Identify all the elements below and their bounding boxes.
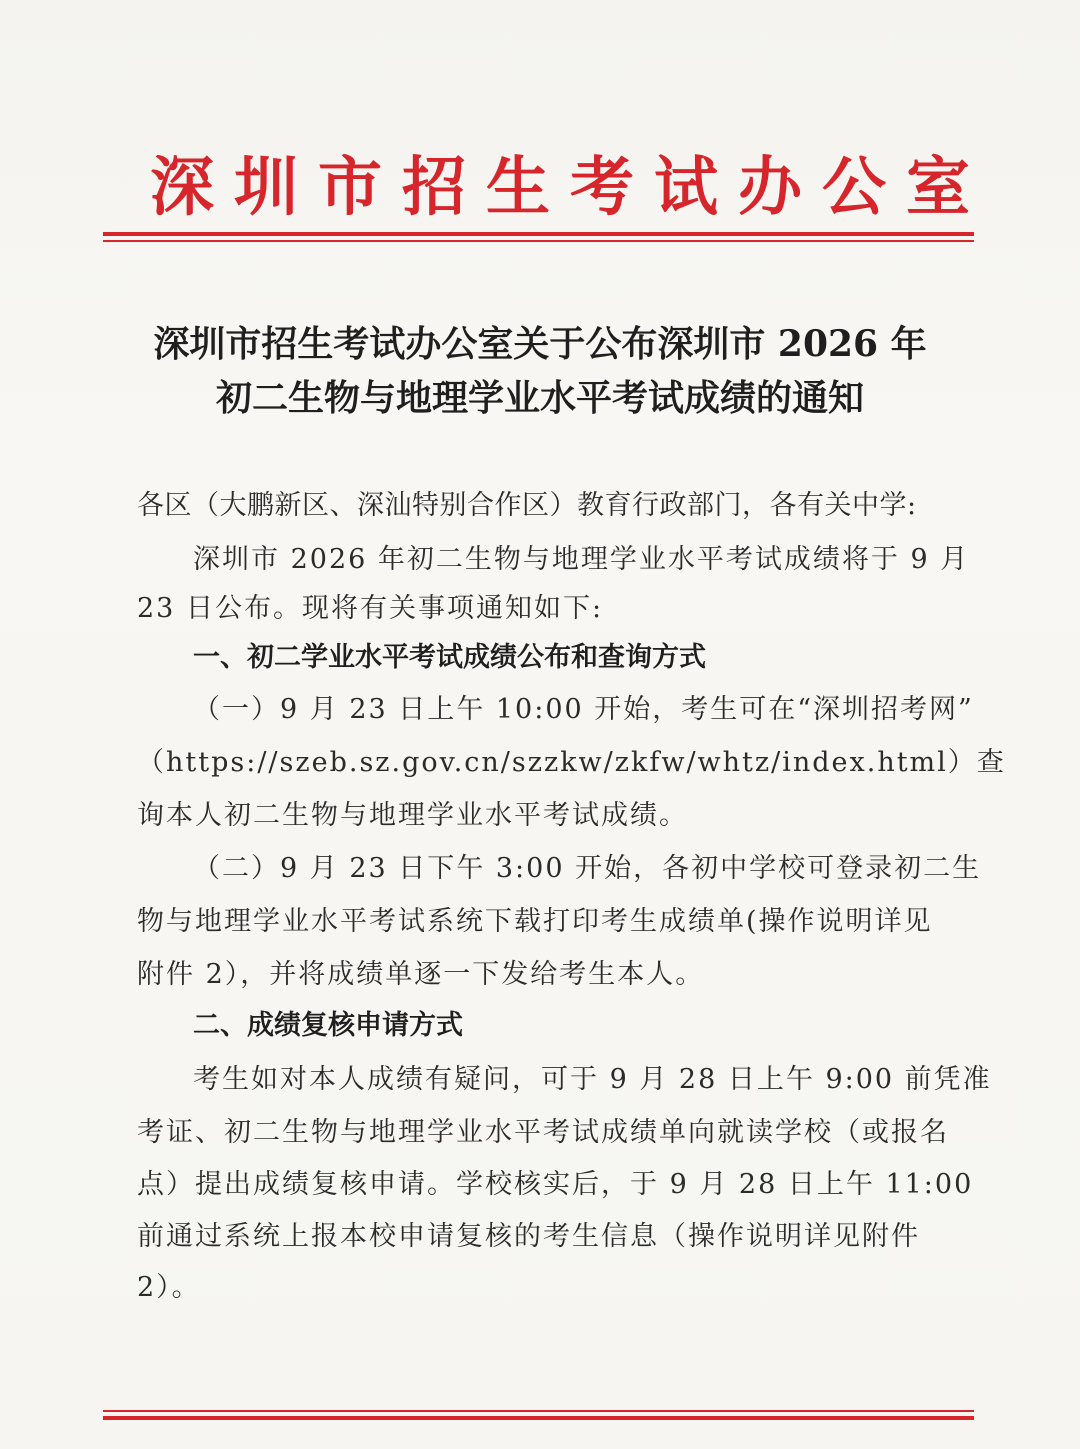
item-1-line-2-url: （https://szeb.sz.gov.cn/szzkw/zkfw/whtz/index.html）查 — [137, 747, 1006, 778]
section-1-heading: 一、初二学业水平考试成绩公布和查询方式 — [193, 642, 706, 673]
letterhead-rule-thick — [103, 232, 974, 236]
section-2-heading: 二、成绩复核申请方式 — [193, 1010, 463, 1041]
review-line-4: 前通过系统上报本校申请复核的考生信息（操作说明详见附件 — [137, 1221, 920, 1252]
letterhead-org-name: 深圳市招生考试办公室 — [150, 150, 990, 225]
item-1-line-1: （一）9 月 23 日上午 10:00 开始，考生可在“深圳招考网” — [193, 694, 974, 725]
footer-rule-thin — [103, 1410, 974, 1412]
item-2-line-3: 附件 2），并将成绩单逐一下发给考生本人。 — [137, 959, 705, 990]
item-1-line-3: 询本人初二生物与地理学业水平考试成绩。 — [137, 800, 688, 831]
letterhead-rule-thin — [103, 240, 974, 242]
item-2-line-2: 物与地理学业水平考试系统下载打印考生成绩单(操作说明详见 — [137, 906, 933, 937]
notice-title-line-2: 初二生物与地理学业水平考试成绩的通知 — [215, 377, 864, 419]
notice-title-line-1: 深圳市招生考试办公室关于公布深圳市 2026 年 — [153, 323, 927, 365]
footer-rule-thick — [103, 1416, 974, 1420]
intro-line-1: 深圳市 2026 年初二生物与地理学业水平考试成绩将于 9 月 — [193, 544, 970, 575]
item-2-line-1: （二）9 月 23 日下午 3:00 开始，各初中学校可登录初二生 — [193, 853, 982, 884]
addressee-line: 各区（大鹏新区、深汕特别合作区）教育行政部门，各有关中学: — [137, 490, 917, 521]
review-line-2: 考证、初二生物与地理学业水平考试成绩单向就读学校（或报名 — [137, 1117, 949, 1148]
intro-line-2: 23 日公布。现将有关事项通知如下: — [137, 593, 604, 624]
review-line-3: 点）提出成绩复核申请。学校核实后，于 9 月 28 日上午 11:00 — [137, 1169, 974, 1200]
review-line-1: 考生如对本人成绩有疑问，可于 9 月 28 日上午 9:00 前凭准 — [193, 1064, 992, 1095]
review-line-5: 2）。 — [137, 1272, 201, 1303]
